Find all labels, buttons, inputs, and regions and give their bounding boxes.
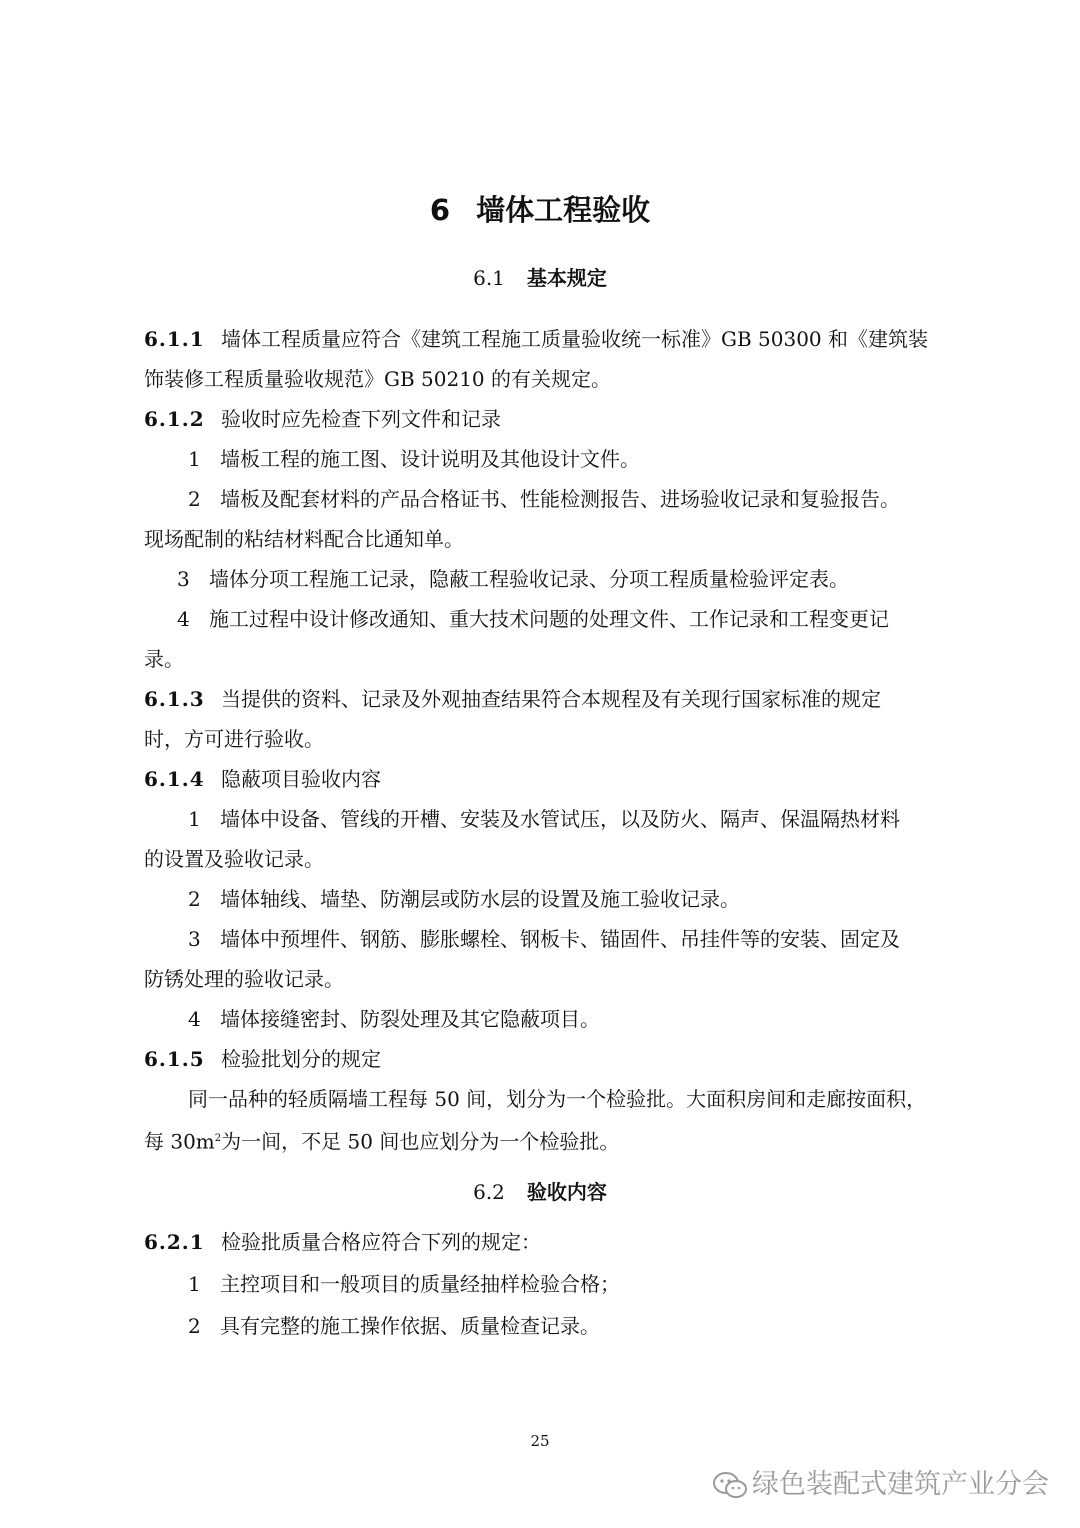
item-text: 墙体轴线、墙垫、防潮层或防水层的设置及施工验收记录。 xyxy=(220,887,740,911)
list-item xyxy=(144,919,1003,959)
clause-text: 检验批质量合格应符合下列的规定： xyxy=(221,1230,541,1254)
section-heading-6-1 xyxy=(0,262,1080,291)
list-item-continuation xyxy=(144,519,959,559)
list-item xyxy=(144,1264,1003,1304)
section-title: 基本规定 xyxy=(526,266,607,290)
item-number: 4 xyxy=(188,1007,201,1031)
list-item xyxy=(144,599,992,639)
clause-6-2-1 xyxy=(144,1222,959,1262)
paragraph-line: 时，方可进行验收。 xyxy=(144,727,324,751)
chapter-title-text: 墙体工程验收 xyxy=(476,193,651,227)
list-item xyxy=(144,559,992,599)
clause-text: 检验批划分的规定 xyxy=(221,1047,381,1071)
clause-number: 6.1.4 xyxy=(144,767,205,791)
item-text: 主控项目和一般项目的质量经抽样检验合格； xyxy=(220,1272,620,1296)
clause-number: 6.1.3 xyxy=(144,687,205,711)
chapter-title xyxy=(0,188,1080,229)
item-number: 1 xyxy=(188,447,201,471)
list-item xyxy=(144,999,1003,1039)
clause-text-continuation xyxy=(144,359,959,399)
list-item xyxy=(144,479,1003,519)
clause-text: 验收时应先检查下列文件和记录 xyxy=(221,407,501,431)
clause-6-1-2 xyxy=(144,399,959,439)
watermark-text: 绿色装配式建筑产业分会 xyxy=(752,1469,1049,1500)
list-item xyxy=(144,799,1003,839)
watermark xyxy=(712,1462,1049,1501)
clause-text: 墙体工程质量应符合《建筑工程施工质量验收统一标准》GB 50300 和《建筑装 xyxy=(221,327,929,351)
item-text: 墙板及配套材料的产品合格证书、性能检测报告、进场验收记录和复验报告。 xyxy=(220,487,900,511)
paragraph-text: 为一间，不足 50 间也应划分为一个检验批。 xyxy=(221,1129,620,1154)
item-number: 2 xyxy=(188,887,201,911)
item-text: 墙体中设备、管线的开槽、安装及水管试压，以及防火、隔声、保温隔热材料 xyxy=(220,807,900,831)
list-item xyxy=(144,879,1003,919)
item-number: 4 xyxy=(177,607,190,631)
clause-number: 6.2.1 xyxy=(144,1230,205,1254)
item-text: 墙板工程的施工图、设计说明及其他设计文件。 xyxy=(220,447,640,471)
paragraph-line xyxy=(144,1119,959,1159)
clause-6-1-5 xyxy=(144,1039,959,1079)
section-title: 验收内容 xyxy=(526,1180,607,1204)
clause-number: 6.1.1 xyxy=(144,327,205,351)
paragraph-line: 防锈处理的验收记录。 xyxy=(144,967,344,991)
item-number: 1 xyxy=(188,1272,201,1296)
paragraph-text: 每 30m xyxy=(144,1129,215,1154)
list-item-continuation xyxy=(144,639,959,679)
item-text: 墙体分项工程施工记录，隐蔽工程验收记录、分项工程质量检验评定表。 xyxy=(209,567,849,591)
paragraph-line: 的设置及验收记录。 xyxy=(144,847,324,871)
paragraph-line: 录。 xyxy=(144,647,184,671)
section-number: 6.1 xyxy=(473,266,505,290)
paragraph-text: 同一品种的轻质隔墙工程每 50 间，划分为一个检验批。大面积房间和走廊按面积， xyxy=(188,1087,927,1111)
item-text: 墙体中预埋件、钢筋、膨胀螺栓、钢板卡、锚固件、吊挂件等的安装、固定及 xyxy=(220,927,900,951)
clause-text: 当提供的资料、记录及外观抽查结果符合本规程及有关现行国家标准的规定 xyxy=(221,687,881,711)
item-number: 2 xyxy=(188,1314,201,1338)
paragraph-line xyxy=(144,1079,1003,1119)
paragraph-line: 现场配制的粘结材料配合比通知单。 xyxy=(144,527,464,551)
item-number: 3 xyxy=(188,927,201,951)
clause-number: 6.1.2 xyxy=(144,407,205,431)
item-text: 墙体接缝密封、防裂处理及其它隐蔽项目。 xyxy=(220,1007,600,1031)
page-number: 25 xyxy=(530,1432,550,1450)
paragraph-line: 饰装修工程质量验收规范》GB 50210 的有关规定。 xyxy=(144,367,612,391)
list-item-continuation xyxy=(144,959,959,999)
wechat-icon xyxy=(712,1471,748,1501)
item-number: 3 xyxy=(177,567,190,591)
clause-number: 6.1.5 xyxy=(144,1047,205,1071)
chapter-number: 6 xyxy=(429,193,451,227)
section-number: 6.2 xyxy=(473,1180,505,1204)
clause-text-continuation xyxy=(144,719,959,759)
list-item-continuation xyxy=(144,839,959,879)
clause-6-1-1 xyxy=(144,319,959,359)
clause-6-1-3 xyxy=(144,679,959,719)
section-heading-6-2 xyxy=(0,1176,1080,1205)
clause-6-1-4 xyxy=(144,759,959,799)
item-text: 具有完整的施工操作依据、质量检查记录。 xyxy=(220,1314,600,1338)
clause-text: 隐蔽项目验收内容 xyxy=(221,767,381,791)
superscript: 2 xyxy=(214,1133,222,1144)
list-item xyxy=(144,439,1003,479)
item-number: 2 xyxy=(188,487,201,511)
item-number: 1 xyxy=(188,807,201,831)
item-text: 施工过程中设计修改通知、重大技术问题的处理文件、工作记录和工程变更记 xyxy=(209,607,889,631)
list-item xyxy=(144,1306,1003,1346)
